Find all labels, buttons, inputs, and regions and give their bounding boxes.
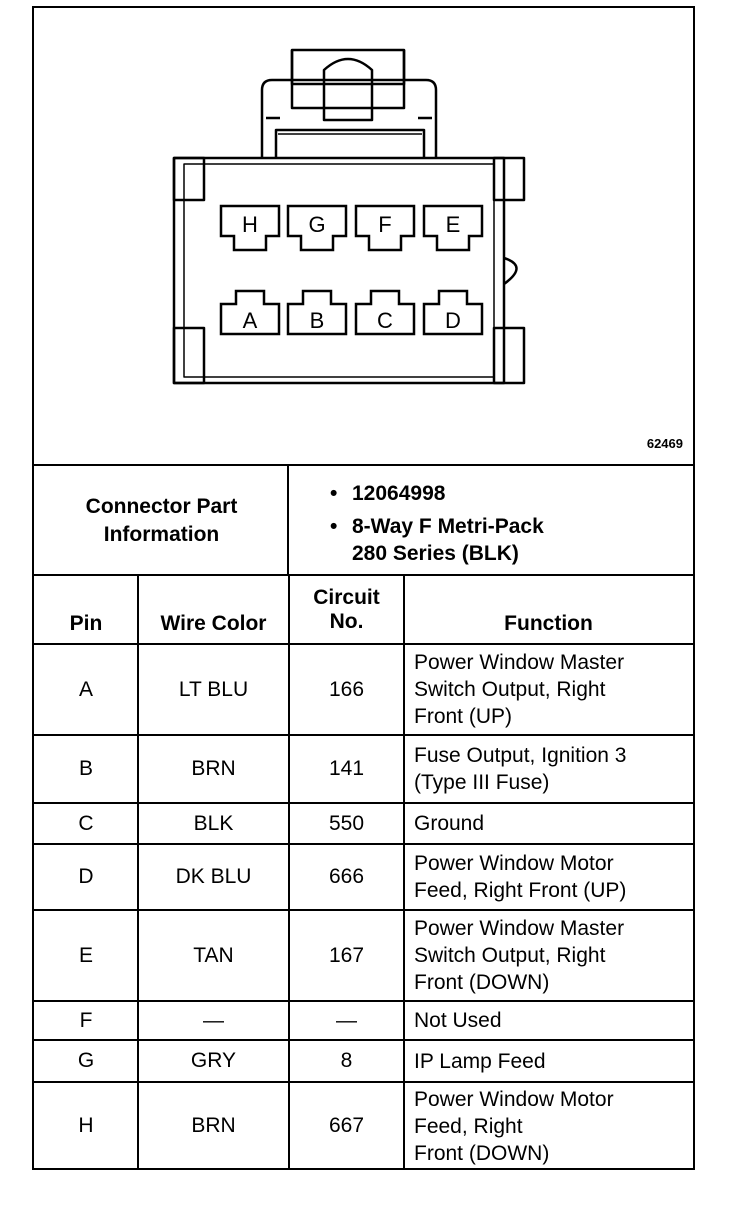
connector-face-drawing — [34, 8, 693, 466]
function-cell — [404, 910, 693, 1001]
function-line: Front (DOWN) — [414, 1141, 550, 1165]
function-line: (Type III Fuse) — [414, 771, 550, 794]
pin-cell — [34, 735, 138, 803]
pin-value: D — [78, 865, 94, 888]
wire-color-value: BRN — [191, 1114, 236, 1137]
pin-value: E — [78, 943, 93, 967]
pin-value: B — [78, 757, 93, 780]
wire-color-cell — [138, 844, 289, 910]
function-cell — [404, 735, 693, 803]
connector-table-frame — [32, 6, 695, 1170]
wire-color-cell — [138, 803, 289, 844]
function-line: Power Window Motor — [414, 1087, 614, 1111]
pin-value: F — [79, 1008, 93, 1032]
header-circuit-label: No. — [329, 610, 364, 633]
circuit-value: 166 — [328, 677, 365, 701]
function-cell — [404, 644, 693, 735]
pin-cell — [34, 1040, 138, 1082]
header-wire-color — [138, 576, 289, 644]
function-line: Front (DOWN) — [414, 971, 550, 994]
circuit-cell — [289, 803, 404, 844]
connector-description-cont: 280 Series (BLK) — [352, 542, 519, 565]
header-pin — [34, 576, 138, 644]
circuit-value: 667 — [328, 1114, 365, 1137]
function-cell — [404, 844, 693, 910]
pin-label-d: D — [445, 308, 461, 333]
circuit-cell — [289, 1001, 404, 1040]
circuit-cell — [289, 1082, 404, 1170]
header-function-label: Function — [504, 612, 593, 635]
label-line: Information — [103, 523, 220, 546]
wire-color-cell — [138, 1040, 289, 1082]
header-circuit — [289, 576, 404, 644]
pin-cell — [34, 910, 138, 1001]
function-text — [414, 1007, 502, 1034]
pin-label-f: F — [378, 212, 392, 237]
function-line: Feed, Right — [414, 1114, 523, 1138]
pin-value: C — [78, 811, 94, 835]
header-function — [404, 576, 693, 644]
header-pin-label: Pin — [69, 612, 103, 635]
wire-color-value: BLK — [193, 811, 234, 835]
wire-color-value: BRN — [191, 757, 236, 780]
function-text — [414, 915, 624, 996]
function-text — [414, 850, 626, 904]
header-wire-color-label: Wire Color — [160, 612, 267, 635]
wire-color-value: LT BLU — [178, 677, 249, 701]
part-number: • 12064998 — [328, 480, 544, 507]
function-text — [414, 1048, 546, 1075]
pin-cell — [34, 644, 138, 735]
circuit-cell — [289, 1040, 404, 1082]
function-cell — [404, 803, 693, 844]
wire-color-value: TAN — [193, 943, 234, 967]
circuit-value: 550 — [328, 811, 365, 835]
pin-cell — [34, 1082, 138, 1170]
function-line: Switch Output, Right — [414, 944, 606, 967]
pin-value: H — [78, 1114, 94, 1137]
label-line: Connector Part — [85, 495, 238, 518]
connector-part-info-label — [34, 466, 289, 576]
function-line: Not Used — [414, 1009, 502, 1032]
function-line: Switch Output, Right — [414, 678, 606, 701]
pin-label-c: C — [377, 308, 393, 333]
circuit-cell — [289, 910, 404, 1001]
circuit-value: 167 — [328, 943, 365, 967]
function-line: Fuse Output, Ignition 3 — [414, 744, 627, 767]
wire-color-cell — [138, 1082, 289, 1170]
connector-part-info-values — [328, 480, 544, 567]
figure-number: 62469 — [646, 436, 683, 451]
pin-label-g: G — [308, 212, 326, 237]
function-text — [414, 1086, 614, 1167]
circuit-value: — — [336, 1008, 357, 1032]
connector-description: • 8-Way F Metri-Pack — [328, 513, 544, 540]
function-text — [414, 742, 626, 796]
function-line: Feed, Right Front (UP) — [414, 879, 627, 902]
header-circuit-label: Circuit — [313, 586, 380, 609]
wire-color-cell — [138, 644, 289, 735]
pin-cell — [34, 844, 138, 910]
header-circuit-wrap — [313, 586, 380, 634]
function-line: Front (UP) — [414, 705, 513, 728]
wire-color-cell — [138, 1001, 289, 1040]
wire-color-cell — [138, 735, 289, 803]
connector-diagram — [34, 8, 693, 466]
circuit-cell — [289, 735, 404, 803]
pin-label-b: B — [309, 308, 325, 333]
function-line: Power Window Master — [414, 917, 625, 940]
circuit-value: 666 — [328, 865, 365, 888]
function-line: Power Window Motor — [414, 852, 614, 875]
wire-color-value: — — [203, 1008, 224, 1032]
pin-value: A — [78, 677, 93, 701]
circuit-value: 8 — [340, 1049, 353, 1072]
pin-cell — [34, 1001, 138, 1040]
function-cell — [404, 1040, 693, 1082]
function-cell — [404, 1082, 693, 1170]
circuit-cell — [289, 644, 404, 735]
function-line: IP Lamp Feed — [414, 1049, 546, 1073]
function-text — [414, 649, 624, 730]
pin-value: G — [77, 1049, 95, 1072]
pin-cell — [34, 803, 138, 844]
wire-color-cell — [138, 910, 289, 1001]
pin-label-h: H — [242, 212, 258, 237]
circuit-cell — [289, 844, 404, 910]
wire-color-value: GRY — [190, 1049, 237, 1072]
wire-color-value: DK BLU — [175, 865, 252, 888]
function-cell — [404, 1001, 693, 1040]
pin-label-a: A — [242, 308, 258, 333]
function-line: Power Window Master — [414, 651, 625, 674]
pin-label-e: E — [445, 212, 461, 237]
function-line: Ground — [414, 812, 485, 835]
circuit-value: 141 — [328, 757, 365, 780]
function-text — [414, 810, 484, 837]
